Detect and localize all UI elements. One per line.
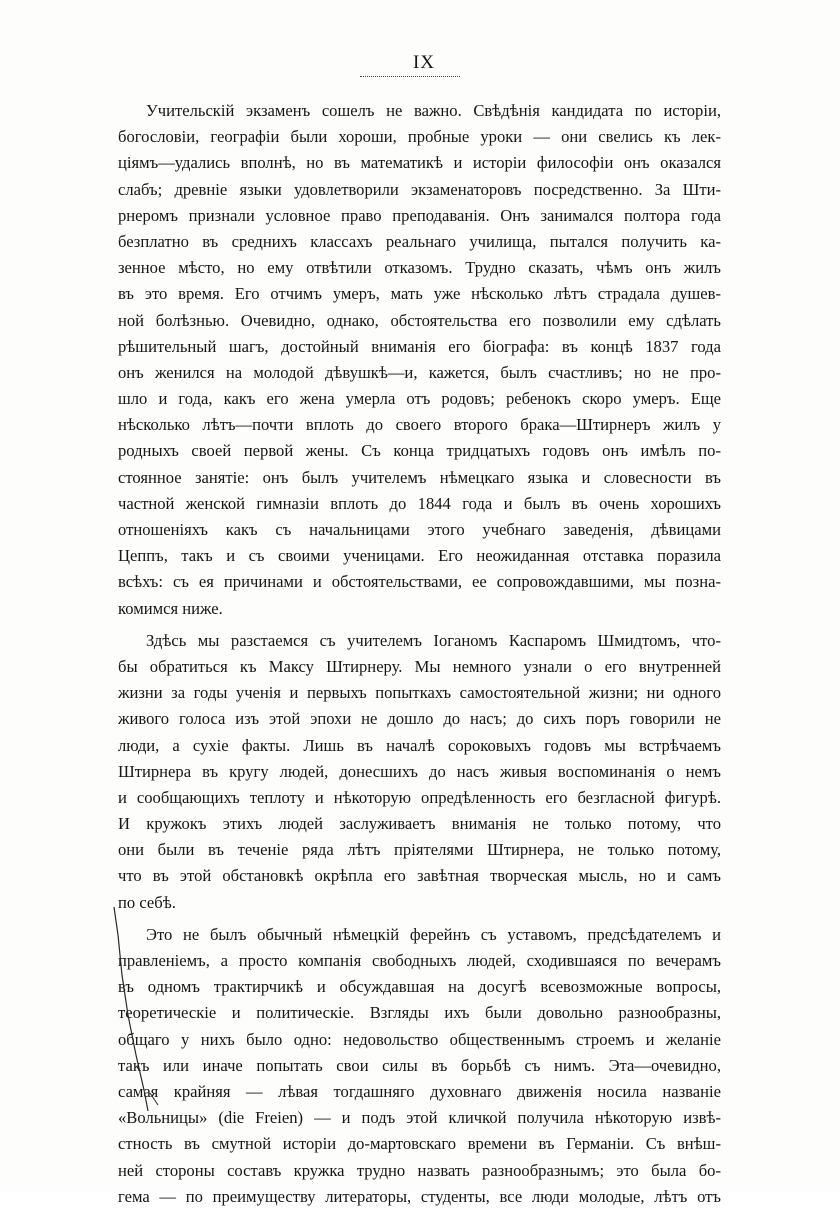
- page-header: [0, 52, 840, 74]
- text-line: зенное мѣсто, но ему отвѣтили отказомъ. Трудно сказать, чѣмъ онъ жилъ: [118, 258, 721, 278]
- text-line: частной женской гимназіи вплоть до 1844 года и былъ въ очень хорошихъ: [118, 493, 721, 513]
- text-line: комимся ниже.: [118, 598, 223, 618]
- text-line: стоянное занятіе: онъ былъ учителемъ нѣмецкаго языка и словесности въ: [118, 467, 721, 487]
- text-line: шло и года, какъ его жена умерла отъ родовъ; ребенокъ скоро умеръ. Еще: [118, 389, 721, 409]
- text-line: «Вольницы» (die Freien) — и подъ этой кличкой получила нѣкоторую извѣ-: [118, 1108, 721, 1128]
- text-line: всѣхъ: съ ея причинами и обстоятельствами, ее сопровождавшими, мы позна-: [118, 572, 721, 592]
- text-line: люди, а сухіе факты. Лишь въ началѣ сороковыхъ годовъ мы встрѣчаемъ: [118, 735, 721, 755]
- text-line: И кружокъ этихъ людей заслуживаетъ вниманія не только потому, что: [118, 814, 721, 834]
- text-line: Штирнера въ кругу людей, донесшихъ до насъ живыя воспоминанія о немъ: [118, 761, 721, 781]
- body-text: [118, 98, 721, 1216]
- text-line: рнеромъ признали условное право преподаванія. Онъ занимался полтора года: [118, 205, 721, 225]
- text-line: онъ женился на молодой дѣвушкѣ—и, кажется, былъ счастливъ; но не про-: [118, 362, 721, 382]
- paragraph-1: [118, 98, 721, 622]
- paragraph-2: [118, 628, 721, 916]
- text-line: Это не былъ обычный нѣмецкій ферейнъ съ уставомъ, предсѣдателемъ и: [146, 924, 721, 944]
- text-line: гема — по преимуществу литераторы, студенты, все люди молодые, лѣтъ отъ: [118, 1186, 721, 1206]
- text-line: родныхъ своей первой жены. Съ конца тридцатыхъ годовъ онъ имѣлъ по-: [118, 441, 721, 461]
- text-line: общаго у нихъ было одно: недовольство общественнымъ строемъ и желаніе: [118, 1029, 721, 1049]
- text-line: въ одномъ трактирчикѣ и обсуждавшая на досугѣ всевозможные вопросы,: [118, 977, 721, 997]
- text-line: Здѣсь мы разстаемся съ учителемъ Іоганомъ Каспаромъ Шмидтомъ, что-: [146, 630, 721, 650]
- text-line: и сообщающихъ теплоту и нѣкоторую опредѣленность его безгласной фигурѣ.: [118, 787, 721, 807]
- text-line: въ это время. Его отчимъ умеръ, мать уже нѣсколько лѣтъ страдала душев-: [118, 284, 721, 304]
- text-line: что въ этой обстановкѣ окрѣпла его завѣтная творческая мысль, но и самъ: [118, 866, 721, 886]
- text-line: бы обратиться къ Максу Штирнеру. Мы немного узнали о его внутренней: [118, 656, 721, 676]
- text-line: ной болѣзнью. Очевидно, однако, обстоятельства его позволили ему сдѣлать: [118, 310, 721, 330]
- text-line: живого голоса изъ этой эпохи не дошло до насъ; до сихъ поръ говорили не: [118, 709, 721, 729]
- text-line: Учительскій экзаменъ сошелъ не важно. Свѣдѣнія кандидата по исторіи,: [146, 101, 721, 120]
- text-line: по себѣ.: [118, 892, 176, 912]
- text-line: стность въ смутной исторіи до-мартовскаго времени въ Германіи. Съ внѣш-: [118, 1134, 721, 1154]
- page-number: IX: [412, 52, 436, 73]
- text-line: жизни за годы ученія и первыхъ попыткахъ самостоятельной жизни; ни одного: [118, 683, 721, 703]
- text-line: они были въ теченіе ряда лѣтъ пріятелями Штирнера, не только потому,: [118, 840, 721, 860]
- paragraph-3: [118, 922, 721, 1210]
- text-line: Цеппъ, такъ и съ своими ученицами. Его неожиданная отставка поразила: [118, 546, 721, 566]
- text-line: теоретическіе и политическіе. Взгляды ихъ были довольно разнообразны,: [118, 1003, 721, 1023]
- text-line: рѣшительный шагъ, достойный вниманія его біографа: въ концѣ 1837 года: [118, 336, 721, 356]
- text-line: слабъ; древніе языки удовлетворили экзаменаторовъ посредственно. За Шти-: [118, 179, 721, 199]
- text-line: нѣсколько лѣтъ—почти вплоть до своего второго брака—Штирнеръ жилъ у: [118, 415, 721, 435]
- text-line: безплатно въ среднихъ классахъ реальнаго училища, пытался получить ка-: [118, 231, 721, 251]
- pencil-margin-mark: [110, 905, 170, 1115]
- text-line: отношеніяхъ какъ съ начальницами этого учебнаго заведенія, дѣвицами: [118, 520, 721, 539]
- header-dotted-rule: [360, 76, 460, 77]
- text-line: ціямъ—удались вполнѣ, но въ математикѣ и исторіи философіи онъ оказался: [118, 153, 721, 173]
- text-line: такъ или иначе попытать свои силы въ борьбѣ съ нимъ. Эта—очевидно,: [118, 1055, 721, 1075]
- text-line: ней стороны составъ кружка трудно назвать разнообразнымъ; это была бо-: [118, 1160, 721, 1180]
- text-line: богословіи, географіи были хороши, пробные уроки — они свелись къ лек-: [118, 127, 721, 147]
- text-line: правленіемъ, а просто компанія свободныхъ людей, сходившаяся по вечерамъ: [118, 951, 721, 970]
- text-line: самая крайняя — лѣвая тогдашняго духовнаго движенія носила названіе: [118, 1081, 721, 1101]
